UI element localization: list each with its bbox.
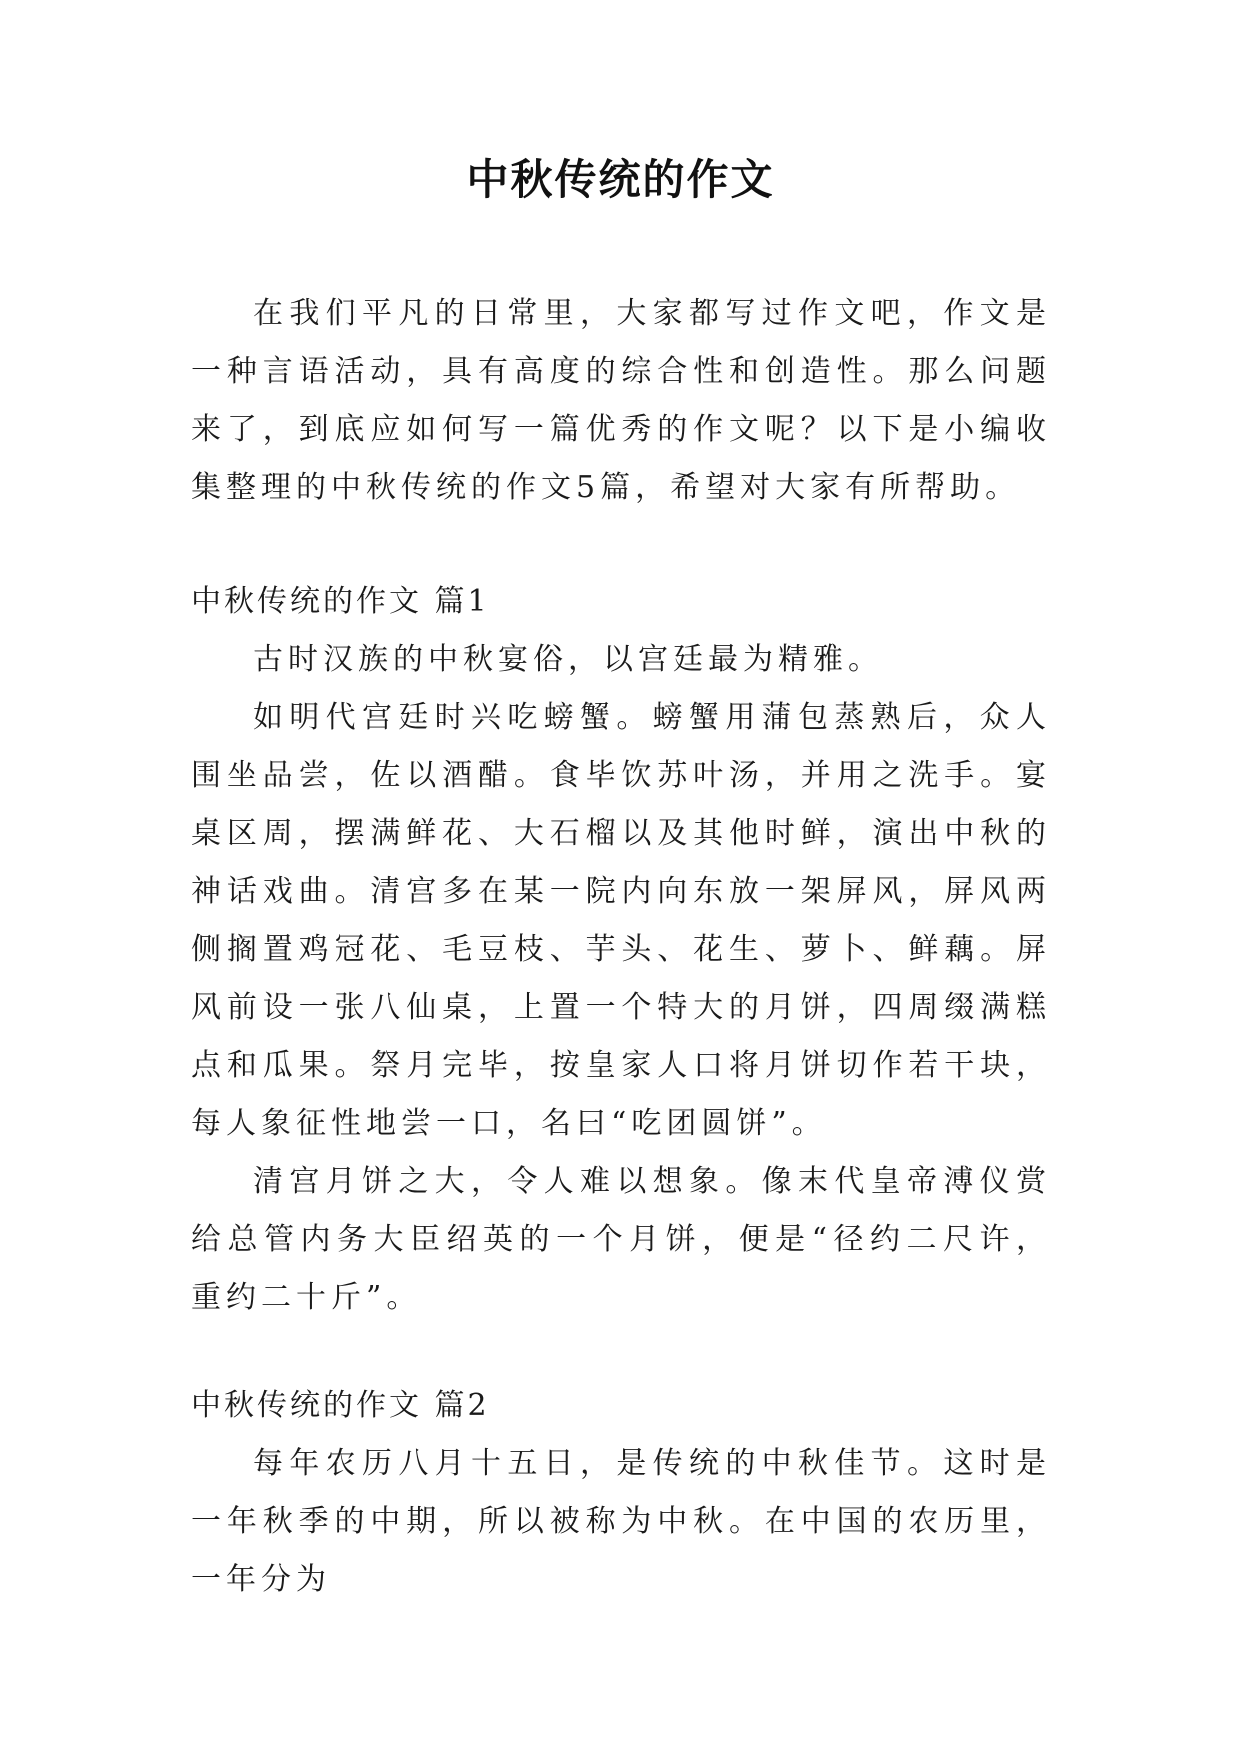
section-heading-2: 中秋传统的作文 篇2	[191, 1388, 490, 1423]
spacer	[191, 1327, 1051, 1377]
document-title: 中秋传统的作文	[466, 155, 775, 204]
spacer	[191, 517, 1051, 573]
section-2-paragraph-1: 每年农历八月十五日，是传统的中秋佳节。这时是一年秋季的中期，所以被称为中秋。在中国的农历里，一年分为	[191, 1446, 1051, 1597]
intro-paragraph: 在我们平凡的日常里，大家都写过作文吧，作文是一种言语活动，具有高度的综合性和创造性。那么问题来了，到底应如何写一篇优秀的作文呢？以下是小编收集整理的中秋传统的作文5篇，希望对大家有所帮助。	[191, 296, 1051, 505]
document-body	[191, 285, 1051, 1609]
section-heading-1: 中秋传统的作文 篇1	[191, 584, 490, 619]
section-1-paragraph-2: 如明代宫廷时兴吃螃蟹。螃蟹用蒲包蒸熟后，众人围坐品尝，佐以酒醋。食毕饮苏叶汤，并用之洗手。宴桌区周，摆满鲜花、大石榴以及其他时鲜，演出中秋的神话戏曲。清宫多在某一院内向东放一架屏风，屏风两侧搁置鸡冠花、毛豆枝、芋头、花生、萝卜、鲜藕。屏风前设一张八仙桌，上置一个特大的月饼，四周缀满糕点和瓜果。祭月完毕，按皇家人口将月饼切作若干块，每人象征性地尝一口，名曰“吃团圆饼”。	[191, 700, 1051, 1141]
section-1-paragraph-1: 古时汉族的中秋宴俗，以宫廷最为精雅。	[253, 642, 883, 677]
section-1-paragraph-3: 清宫月饼之大，令人难以想象。像末代皇帝溥仪赏给总管内务大臣绍英的一个月饼，便是“径约二尺许，重约二十斤”。	[191, 1164, 1051, 1315]
